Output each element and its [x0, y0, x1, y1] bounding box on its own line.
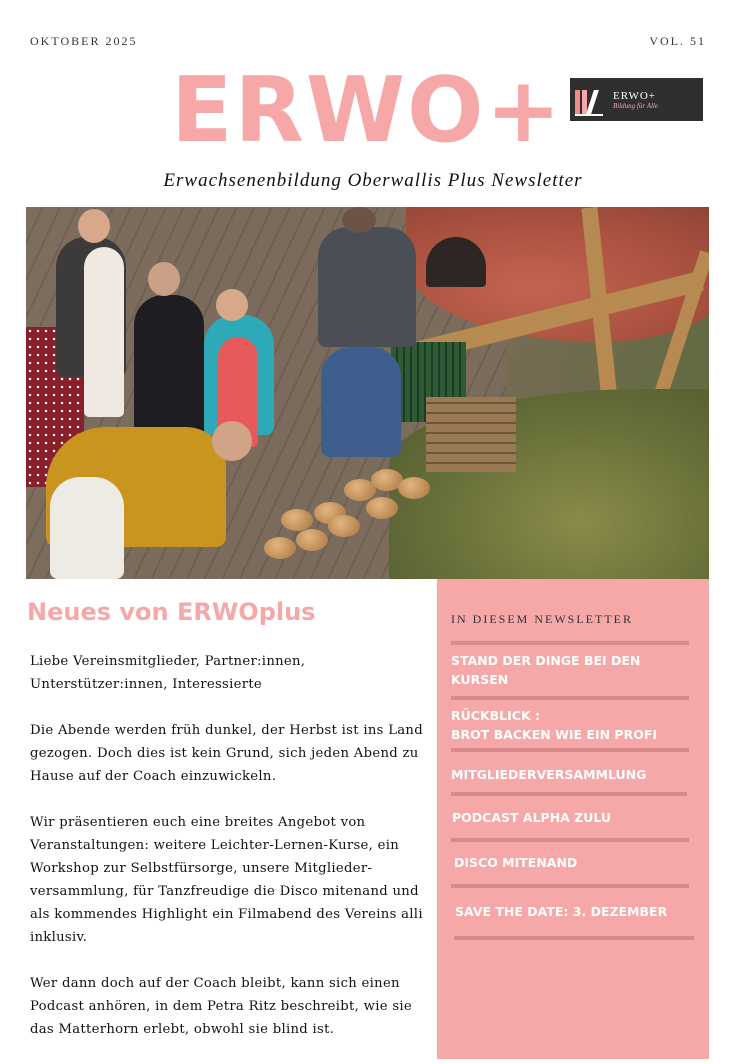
- toc-item-line: RÜCKBLICK :: [451, 708, 540, 723]
- intro-text: [30, 650, 425, 1064]
- newsletter-title: ERWO+: [171, 58, 563, 163]
- paragraph-autumn: Die Abende werden früh dunkel, der Herbst ist ins Land gezogen. Doch dies ist kein Grund, sich jeden Abend zu Hause auf der Coach einzuwickeln.: [30, 723, 423, 784]
- erwo-logo: [570, 78, 703, 121]
- books-icon: [575, 84, 605, 116]
- toc-item-podcast[interactable]: [452, 808, 692, 827]
- toc-item-line: BROT BACKEN WIE EIN PROFI: [451, 727, 658, 742]
- logo-name: ERWO+: [613, 89, 656, 102]
- toc-item-disco[interactable]: [454, 853, 694, 872]
- toc-heading: IN DIESEM NEWSLETTER: [451, 612, 633, 626]
- paragraph-greeting: Liebe Vereinsmitglieder, Partner:innen, Unterstützer:innen, Interessierte: [30, 654, 306, 692]
- section-title: Neues von ERWOplus: [27, 598, 316, 626]
- issue-date: OKTOBER 2025: [30, 34, 138, 48]
- toc-item-kurse[interactable]: [451, 651, 691, 689]
- toc-item-line: PODCAST ALPHA ZULU: [452, 810, 612, 825]
- toc-item-mitgliederversammlung[interactable]: [451, 765, 691, 784]
- hero-photo-bread-baking: [26, 207, 709, 579]
- issue-volume: VOL. 51: [649, 34, 706, 48]
- toc-item-line: MITGLIEDERVERSAMMLUNG: [451, 767, 647, 782]
- toc-item-line: STAND DER DINGE BEI DEN: [451, 653, 641, 668]
- paragraph-events: Wir präsentieren euch eine breites Angebot von Veranstaltungen: weitere Leichter-Lernen-Kurse, ein Workshop zur Selbstfürsorge, unsere Mitglieder-versammlung, für Tanzfreudige die Disco mitenand und als kommendes Highlight ein Filmabend des Vereins alli inklusiv.: [30, 815, 423, 945]
- toc-sidebar: [437, 579, 709, 1059]
- newsletter-subtitle: Erwachsenenbildung Oberwallis Plus Newsletter: [163, 170, 583, 191]
- toc-item-save-the-date[interactable]: [455, 902, 695, 921]
- paragraph-podcast: Wer dann doch auf der Coach bleibt, kann sich einen Podcast anhören, in dem Petra Ritz beschreibt, wie sie das Matterhorn erlebt, obwohl sie blind ist.: [30, 976, 413, 1037]
- toc-item-line: KURSEN: [451, 672, 509, 687]
- toc-item-line: SAVE THE DATE: 3. DEZEMBER: [455, 904, 668, 919]
- toc-item-line: DISCO MITENAND: [454, 855, 578, 870]
- toc-item-brot-backen[interactable]: [451, 706, 691, 744]
- logo-tagline: Bildung für Alle: [613, 101, 658, 110]
